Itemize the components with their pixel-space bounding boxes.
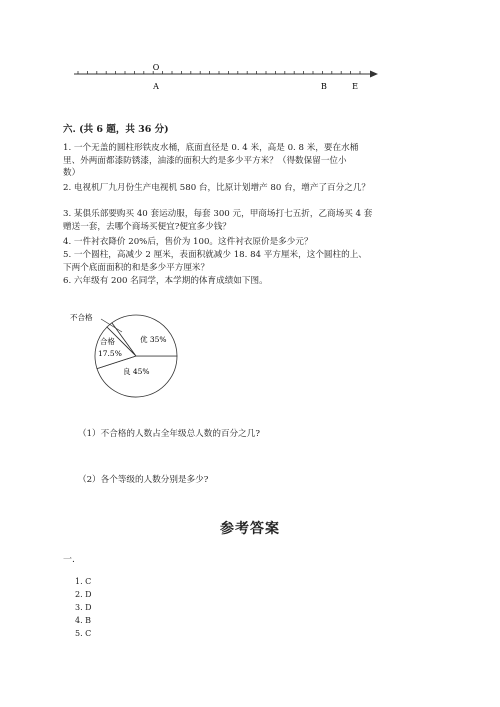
question-5-line-2: 下两个底面面积的和是多少平方厘米？ [63,262,210,273]
question-4-line-1: 4. 一件衬衣降价 20%后，售价为 100。这件衬衣原价是多少元？ [63,237,313,247]
answers-title: 参考答案 [220,521,280,537]
question-2-line-1: 2. 电视机厂九月份生产电视机 580 台，比原计划增产 80 台，增产了百分之几？ [63,183,371,193]
answer-item: 1. C [75,577,92,586]
point-e-label: E [352,82,358,91]
subquestion-2: （2）各个等级的人数分别是多少? [78,475,209,485]
point-o-label: O [152,63,160,72]
grade-pie-chart [68,305,183,405]
question-1-line-3: 数） [63,168,81,178]
slice-value-hege: 17.5% [98,349,122,358]
question-1-line-2: 里、外两面都漆防锈漆，油漆的面积大约是多少平方米？（得数保留一位小 [63,155,347,166]
answer-item: 4. B [75,616,92,625]
question-1-line-1: 1. 一个无盖的圆柱形铁皮水桶，底面直径是 0. 4 米，高是 0. 8 米，要在水桶 [63,143,359,153]
answers-part-label: 一. [63,555,75,565]
arrow-right-icon [370,71,378,78]
slice-label-hege: 合格 [100,337,115,346]
slice-label-liang: 良 45% [123,367,150,376]
question-5 [63,249,435,274]
section-heading: 六. (共 6 题，共 36 分) [63,124,169,135]
question-2 [63,182,435,195]
answer-item: 3. D [75,603,92,612]
slice-label-bugege: 不合格 [70,313,93,322]
point-b-label: B [321,82,327,91]
answer-item: 2. D [75,590,92,599]
answer-item: 5. C [75,629,92,638]
question-6-line-1: 6. 六年级有 200 名同学，本学期的体育成绩如下图。 [63,276,268,286]
question-3-line-1: 3. 某俱乐部要购买 40 套运动服，每套 300 元，甲商场打七五折，乙商场买 4 套 [63,209,373,219]
number-line [72,58,382,98]
question-6 [63,275,435,288]
question-3-line-2: 赠送一套，去哪个商场买便宜?便宜多少钱？ [63,221,231,232]
question-1 [63,142,435,180]
question-3 [63,208,435,233]
slice-label-you: 优 35% [140,335,167,344]
question-5-line-1: 5. 一个圆柱，高减少 2 厘米，表面积就减少 18. 84 平方厘米，这个圆柱的上、 [63,250,367,260]
subquestion-1: （1）不合格的人数占全年级总人数的百分之几? [78,429,260,439]
point-a-label: A [153,82,159,91]
question-4 [63,236,435,249]
